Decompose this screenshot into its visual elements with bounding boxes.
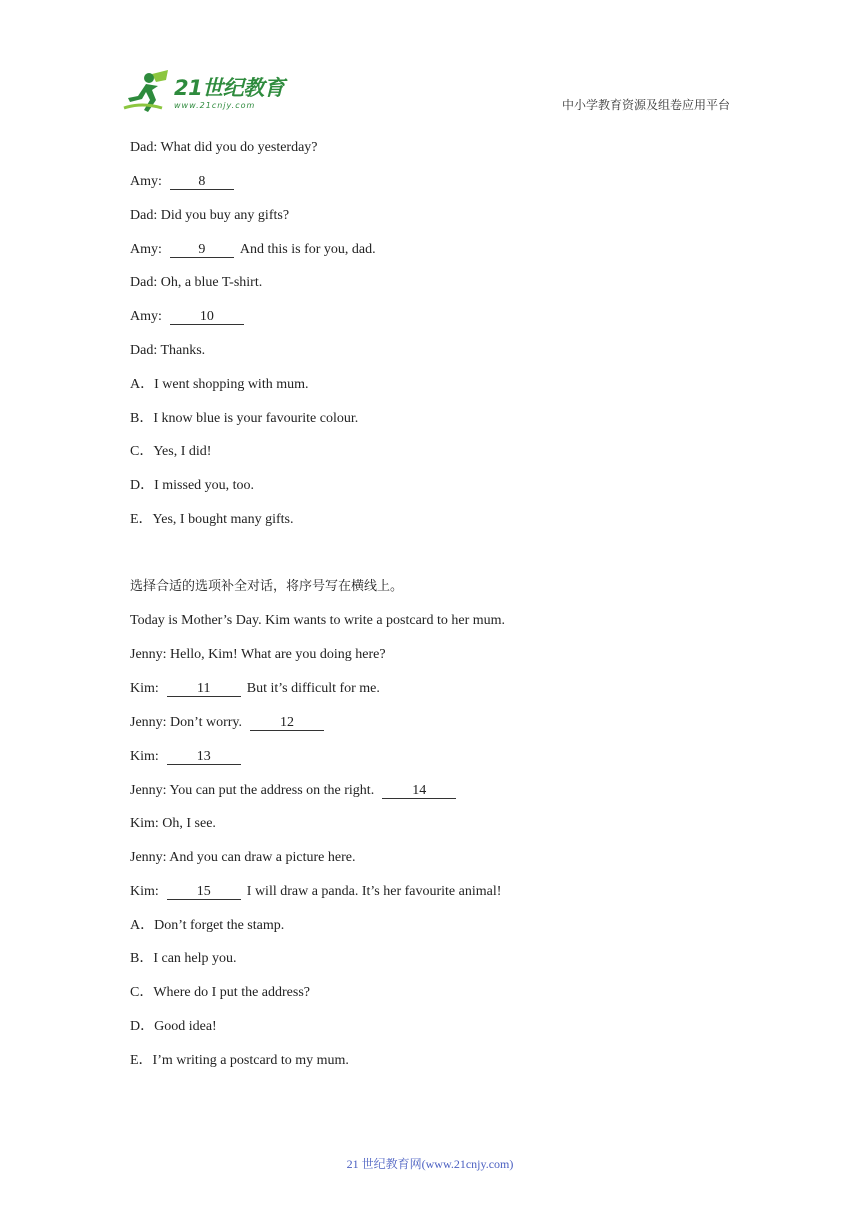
dialogue-line: Kim: Oh, I see. [130,816,216,831]
runner-logo-icon [122,68,174,114]
logo [122,68,292,116]
option-item: B．I can help you. [130,951,237,966]
header-tagline: 中小学教育资源及组卷应用平台 [561,98,730,112]
dialogue-line: Dad: Thanks. [130,343,206,358]
answer-blank[interactable]: 10 [170,309,244,325]
option-item: D．I missed you, too. [130,478,255,493]
option-item: A．Don’t forget the stamp. [130,918,285,933]
dialogue-line: Jenny: Don’t worry. 12 [130,714,330,732]
answer-blank[interactable]: 14 [382,783,456,799]
dialogue-line: Dad: What did you do yesterday? [130,140,318,155]
logo-url: www.21cnjy.com [174,101,256,110]
page-footer[interactable]: 21 世纪教育网(www.21cnjy.com) [346,1157,514,1171]
dialogue-line: Dad: Did you buy any gifts? [130,208,290,223]
dialogue-line: Amy: 9 And this is for you, dad. [130,242,376,257]
dialogue-line: Amy: 10 [130,308,250,326]
option-item: C．Yes, I did! [130,444,212,459]
dialogue-line: Jenny: You can put the address on the right. 14 [130,782,462,800]
answer-blank[interactable]: 11 [167,681,241,697]
answer-blank[interactable]: 12 [250,715,324,731]
answer-blank[interactable]: 8 [170,174,234,190]
option-item: D．Good idea! [130,1019,217,1034]
dialogue-line: Kim: 11 But it’s difficult for me. [130,681,380,696]
dialogue-line: Amy: 8 [130,173,240,191]
logo-text: 21世纪教育 [174,76,285,100]
section-intro: Today is Mother’s Day. Kim wants to write a postcard to her mum. [130,613,506,628]
dialogue-line: Kim: 15 I will draw a panda. It’s her favourite animal! [130,884,502,899]
answer-blank[interactable]: 9 [170,242,234,258]
answer-blank[interactable]: 13 [167,749,241,765]
option-item: B．I know blue is your favourite colour. [130,411,359,426]
section-instruction: 选择合适的选项补全对话，将序号写在横线上。 [130,579,404,594]
option-item: A．I went shopping with mum. [130,377,309,392]
dialogue-line: Kim: 13 [130,748,247,766]
option-item: C．Where do I put the address? [130,985,310,1000]
answer-blank[interactable]: 15 [167,884,241,900]
option-item: E．Yes, I bought many gifts. [130,512,294,527]
dialogue-line: Jenny: And you can draw a picture here. [130,850,356,865]
page-header [0,0,860,130]
dialogue-line: Jenny: Hello, Kim! What are you doing here? [130,647,386,662]
option-item: E．I’m writing a postcard to my mum. [130,1053,349,1068]
dialogue-line: Dad: Oh, a blue T-shirt. [130,275,263,290]
